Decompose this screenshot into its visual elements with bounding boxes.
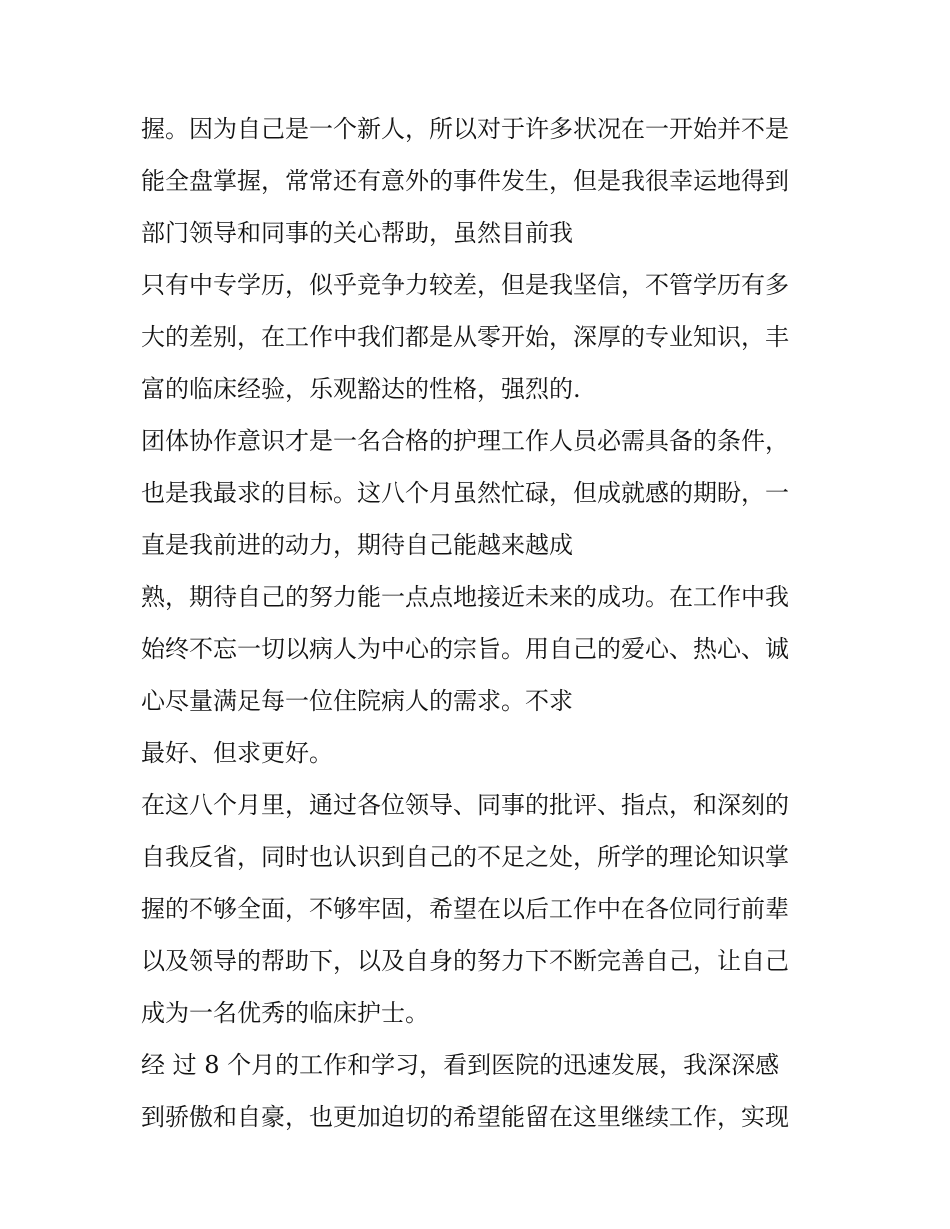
text-line: 到骄傲和自豪，也更加迫切的希望能留在这里继续工作，实现 [141, 1103, 789, 1131]
text-line: 始终不忘一切以病人为中心的宗旨。用自己的爱心、热心、诚 [141, 635, 789, 663]
text-line: 成为一名优秀的临床护士。 [141, 999, 429, 1027]
text-line: 富的临床经验，乐观豁达的性格，强烈的. [141, 375, 581, 403]
text-line: 只有中专学历，似乎竞争力较差，但是我坚信，不管学历有多 [141, 271, 789, 299]
text-line: 最好、但求更好。 [141, 739, 333, 767]
text-line: 经 过 8 个月的工作和学习，看到医院的迅速发展，我深深感 [141, 1051, 780, 1079]
text-line: 握的不够全面，不够牢固，希望在以后工作中在各位同行前辈 [141, 895, 789, 923]
text-line: 大的差别，在工作中我们都是从零开始，深厚的专业知识，丰 [141, 323, 789, 351]
text-line: 心尽量满足每一位住院病人的需求。不求 [141, 687, 573, 715]
text-line: 握。因为自己是一个新人，所以对于许多状况在一开始并不是 [141, 115, 789, 143]
text-line: 熟，期待自己的努力能一点点地接近未来的成功。在工作中我 [141, 583, 789, 611]
text-line: 直是我前进的动力，期待自己能越来越成 [141, 531, 573, 559]
text-line: 能全盘掌握，常常还有意外的事件发生，但是我很幸运地得到 [141, 167, 789, 195]
text-line: 自我反省，同时也认识到自己的不足之处，所学的理论知识掌 [141, 843, 789, 871]
text-line: 以及领导的帮助下，以及自身的努力下不断完善自己，让自己 [141, 947, 789, 975]
text-line: 在这八个月里，通过各位领导、同事的批评、指点，和深刻的 [141, 791, 789, 819]
text-line: 也是我最求的目标。这八个月虽然忙碌，但成就感的期盼，一 [141, 479, 789, 507]
document-body [141, 109, 821, 1138]
text-line: 部门领导和同事的关心帮助，虽然目前我 [141, 219, 573, 247]
text-line: 团体协作意识才是一名合格的护理工作人员必需具备的条件， [141, 427, 789, 455]
